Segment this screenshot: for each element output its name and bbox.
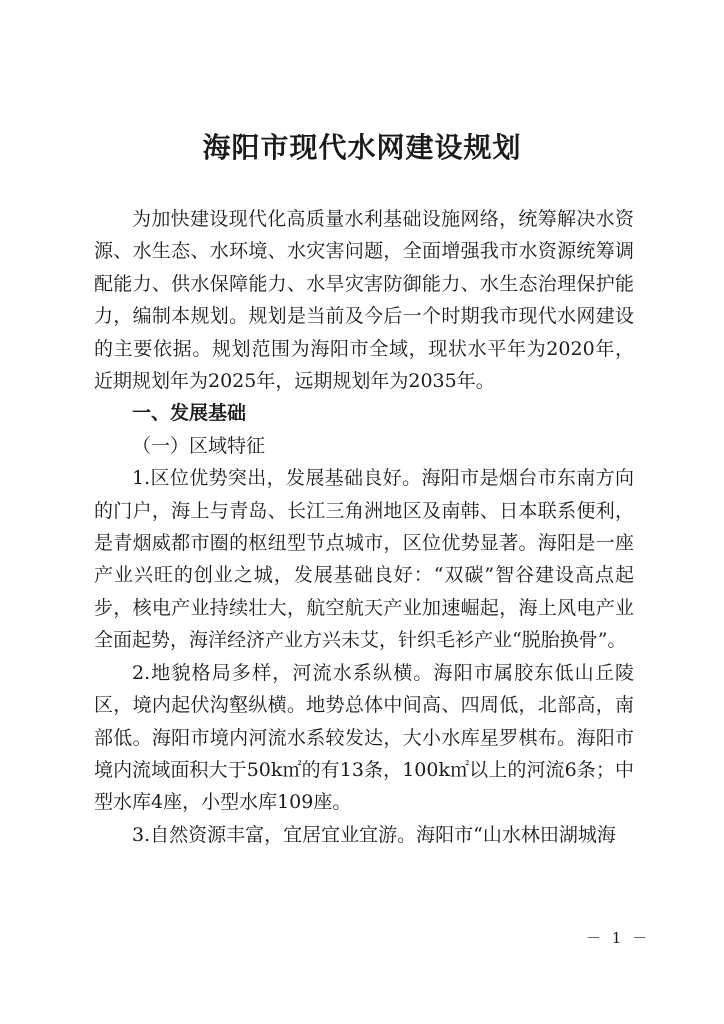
- paragraph-landform-rivers: 2.地貌格局多样，河流水系纵横。海阳市属胶东低山丘陵区，境内起伏沟壑纵横。地势总体中间高、四周低，北部高，南部低。海阳市境内河流水系较发达，大小水库星罗棋布。海阳市境内流域面积大于50k㎡的有13条，100k㎡以上的河流6条；中型水库4座，小型水库109座。: [94, 661, 634, 814]
- document-body: [94, 203, 634, 851]
- page-number: － 1 －: [586, 929, 651, 947]
- paragraph-natural-resources: 3.自然资源丰富，宜居宜业宜游。海阳市“山水林田湖城海: [132, 823, 616, 846]
- document-title: 海阳市现代水网建设规划: [202, 131, 522, 164]
- section-heading-development-basis: 一、发展基础: [132, 402, 247, 425]
- paragraph-location-advantage: 1.区位优势突出，发展基础良好。海阳市是烟台市东南方向的门户，海上与青岛、长江三角洲地区及南韩、日本联系便利，是青烟威都市圈的枢纽型节点城市，区位优势显著。海阳是一座产业兴旺的创业之城，发展基础良好：“双碳”智谷建设高点起步，核电产业持续壮大，航空航天产业加速崛起，海上风电产业全面起势，海洋经济产业方兴未艾，针织毛衫产业“脱胎换骨”。: [94, 467, 634, 652]
- subsection-heading-regional-features: （一）区域特征: [132, 434, 266, 457]
- intro-paragraph: 为加快建设现代化高质量水利基础设施网络，统筹解决水资源、水生态、水环境、水灾害问题，全面增强我市水资源统筹调配能力、供水保障能力、水旱灾害防御能力、水生态治理保护能力，编制本规划。规划是当前及今后一个时期我市现代水网建设的主要依据。规划范围为海阳市全域，现状水平年为2020年，近期规划年为2025年，远期规划年为2035年。: [94, 208, 634, 393]
